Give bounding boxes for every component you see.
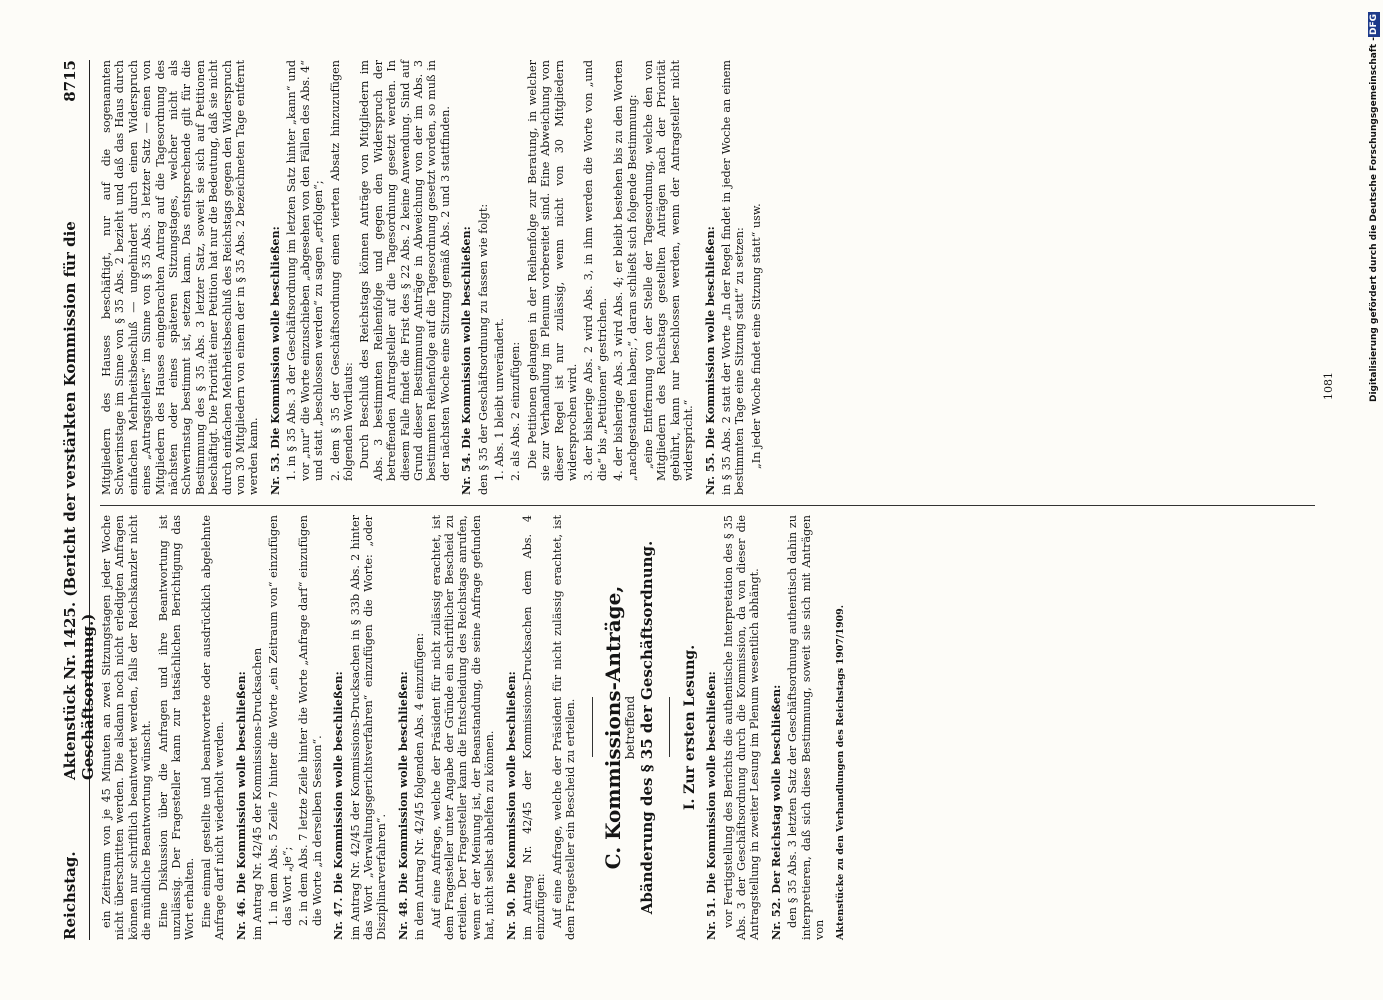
motion-heading: Die Kommission wolle beschließen: [704, 671, 719, 894]
paragraph: ein Zeitraum von je 45 Minuten an zwei Sitzungstagen jeder Woche nicht überschritten werden. Die alsdann noch nicht erledigten Anfragen können nur schriftlich beantwortet werden, falls der Reichskanzler nicht die mündliche Beantwortung wünscht. [100, 515, 154, 940]
motion-heading: Die Kommission wolle beschließen: [331, 671, 346, 894]
motion-55 [704, 60, 717, 495]
column-divider [100, 505, 1315, 506]
left-column [100, 515, 1315, 940]
motion-number: Nr. 46. [233, 897, 248, 940]
motion-46 [235, 515, 248, 940]
list-item: 2. dem § 35 der Geschäftsordnung einen vierten Absatz hinzuzufügen folgenden Wortlauts: [328, 60, 355, 481]
motion-53 [269, 60, 282, 495]
header-left: Reichstag. [61, 851, 79, 940]
motion-number: Nr. 48. [395, 897, 410, 940]
motion-47 [332, 515, 345, 940]
paragraph: Eine einmal gestellte und beantwortete oder ausdrücklich abgelehnte Anfrage darf nicht wiederholt werden. [199, 515, 227, 940]
motion-number: Nr. 53. [267, 452, 282, 495]
motion-heading: Die Kommission wolle beschließen: [233, 671, 248, 894]
paragraph: Eine Diskussion über die Anfragen und ihre Beantwortung ist unzulässig. Der Fragesteller kann zur tatsächlichen Berichtigung das Wort erhalten. [156, 515, 197, 940]
page-header [55, 60, 97, 940]
section-title: C. Kommissions-Anträge, [600, 585, 625, 870]
motion-heading: Der Reichstag wolle beschließen: [768, 684, 783, 894]
motion-number: Nr. 51. [704, 897, 719, 940]
list-item: 2. in dem Abs. 7 letzte Zeile hinter die Worte „Anfrage darf“ einzufügen die Worte „in derselben Session“. [297, 515, 324, 926]
paragraph: im Antrag Nr. 42/45 der Kommissions-Drucksachen in § 33b Abs. 2 hinter das Wort „Verwaltungsgerichtsverfahren“ einzufügen die Worte: „oder Disziplinarverfahren“. [348, 515, 389, 940]
paragraph: den § 35 Abs. 3 letzten Satz der Geschäftsordnung authentisch dahin zu interpretieren, daß sich diese Bestimmung, soweit sie sich mit Anträgen von [786, 515, 827, 940]
motion-51 [705, 515, 718, 940]
dfg-badge: DFG [1369, 14, 1379, 36]
list-item: 1. in dem Abs. 5 Zeile 7 hinter die Worte „ein Zeitraum von“ einzufügen das Wort „je“; [267, 515, 294, 926]
quoted-text: „In jeder Woche findet eine Sitzung statt“ usw. [749, 203, 763, 469]
motion-number: Nr. 50. [503, 897, 518, 940]
quoted-text: Die Petitionen gelangen in der Reihenfolge zur Beratung, in welcher sie zur Verhandlung im Plenum vorbereitet sind. Eine Abweichung von dieser Regel ist nur zulässig, wenn nicht von 30 Mitgliedern widersprochen wird. [525, 60, 579, 481]
motion-52 [770, 515, 783, 940]
paragraph: in § 35 Abs. 2 statt der Worte „In der Regel findet in jeder Woche an einem bestimmten Tage eine Sitzung statt“ zu setzen: [720, 60, 747, 495]
paragraph: Mitgliedern des Hauses beschäftigt, nur auf die sogenannten Schwerinstage im Sinne von § 35 Abs. 2 bezieht und daß das Haus durch einfachen Mehrheitsbeschluß — ungehindert durch einen Widerspruch eines „Antragstellers“ im Sinne von § 35 Abs. 3 letzter Satz — einen von Mitgliedern des Hauses eingebrachten Antrag auf die Tagesordnung des nächsten oder eines späteren Sitzungstages, welcher nicht als Schwerinstag bestimmt ist, setzen kann. Das entsprechende gilt für die Bestimmung des § 35 Abs. 3 letzter Satz, soweit sie sich auf Petitionen beschäftigt. Die Priorität einer Petition hat nur die Bedeutung, daß sie nicht durch einfachen Mehrheitsbeschluß des Reichstags gegen den Widerspruch von 30 Mitgliedern von einem der in § 35 Abs. 2 bezeichneten Tage entfernt werden kann. [100, 60, 261, 495]
digitization-credit [1368, 12, 1383, 992]
right-column [100, 60, 1315, 495]
paragraph: im Antrag Nr. 42/45 der Kommissions-Drucksachen dem Abs. 4 einzufügen: [520, 515, 548, 940]
list-item: 1. Abs. 1 bleibt unverändert. [492, 318, 506, 481]
section-betreffend: betreffend [623, 695, 637, 760]
header-page-number: 8715 [61, 60, 79, 102]
paragraph: im Antrag Nr. 42/45 der Kommissions-Drucksachen [251, 647, 265, 940]
motion-48 [397, 515, 410, 940]
list-item: 2. als Abs. 2 einzufügen: [509, 341, 523, 481]
paragraph: den § 35 der Geschäftsordnung zu fassen wie folgt: [476, 203, 490, 495]
paragraph: vor Fertigstellung des Berichts die authentische Interpretation des § 35 Abs. 3 der Geschäftsordnung durch die Kommission, da von dieser die Antragstellung in zweiter Lesung im Plenum wesentlich abhängt. [721, 515, 762, 940]
motion-heading: Die Kommission wolle beschließen: [395, 671, 410, 894]
motion-number: Nr. 55. [702, 452, 717, 495]
divider [592, 698, 593, 758]
motion-heading: Die Kommission wolle beschließen: [267, 226, 282, 449]
footnote: Aktenstücke zu den Verhandlungen des Reichstags 1907/1909. [835, 604, 847, 940]
motion-number: Nr. 47. [331, 897, 346, 940]
motion-54 [460, 60, 473, 495]
list-item: 1. in § 35 Abs. 3 der Geschäftsordnung im letzten Satz hinter „kann“ und vor „nur“ die Worte einzuschieben „abgesehen von den Fällen des Abs. 4“ und statt „beschlossen werden“ zu sagen „erfolgen“; [285, 60, 326, 481]
motion-heading: Die Kommission wolle beschließen: [503, 671, 518, 894]
list-item: 3. der bisherige Abs. 2 wird Abs. 3, in ihm werden die Worte von „und die“ bis „Petitionen“ gestrichen. [582, 60, 609, 481]
section-subject: Abänderung des § 35 der Geschäftsordnung. [638, 540, 657, 915]
motion-number: Nr. 52. [768, 897, 783, 940]
paragraph: Auf eine Anfrage, welche der Präsident für nicht zulässig erachtet, ist dem Fragesteller ein Bescheid zu erteilen. [550, 515, 578, 940]
motion-heading: Die Kommission wolle beschließen: [459, 226, 474, 449]
paragraph: in dem Antrag Nr. 42/45 folgenden Abs. 4 einzufügen: [413, 633, 427, 940]
paragraph: Auf eine Anfrage, welche der Präsident für nicht zulässig erachtet, ist dem Fragesteller unter Angabe der Gründe ein schriftlicher Bescheid zu erteilen. Der Fragesteller kann die Entscheidung des Reichstags anrufen, wenn er der Meinung ist, der Beanstandung, die seine Anfrage gefunden hat, nicht selbst abhelfen zu können. [429, 515, 497, 940]
divider [669, 698, 670, 758]
list-item: 4. der bisherige Abs. 3 wird Abs. 4; er bleibt bestehen bis zu den Worten „nachgestanden haben;“, daran schließt sich folgende Bestimmung: [612, 60, 639, 481]
footer-page-number: 1081 [1322, 372, 1335, 400]
header-center: Aktenstück Nr. 1425. (Bericht der verstärkten Kommission für die Geschäftsordnung.) [61, 221, 97, 780]
motion-number: Nr. 54. [459, 452, 474, 495]
motion-heading: Die Kommission wolle beschließen: [702, 226, 717, 449]
subsection-title: I. Zur ersten Lesung. [681, 644, 698, 811]
quoted-text: Durch Beschluß des Reichstags können Anträge von Mitgliedern im Abs. 3 bestimmten Reihenfolge und gegen den Widerspruch der betreffenden Antragsteller auf die Tagesordnung gesetzt werden. In diesem Falle findet die Frist des § 22 Abs. 2 keine Anwendung. Sind auf Grund dieser Bestimmung Anträge in Abweichung von der im Abs. 3 bestimmten Reihenfolge auf die Tagesordnung gesetzt worden, so muß in der nächsten Woche eine Sitzung gemäß Abs. 2 und 3 stattfinden. [358, 60, 452, 481]
motion-50 [505, 515, 518, 940]
credit-text: Digitalisierung gefördert durch die Deutsche Forschungsgemeinschaft - [1369, 37, 1379, 402]
quoted-text: „eine Entfernung von der Stelle der Tagesordnung, welche den von Mitgliedern des Reichstags gestellten Anträgen nach der Priorität gebührt, kann nur beschlossen werden, wenn der Antragsteller nicht widerspricht.“ [642, 60, 696, 481]
